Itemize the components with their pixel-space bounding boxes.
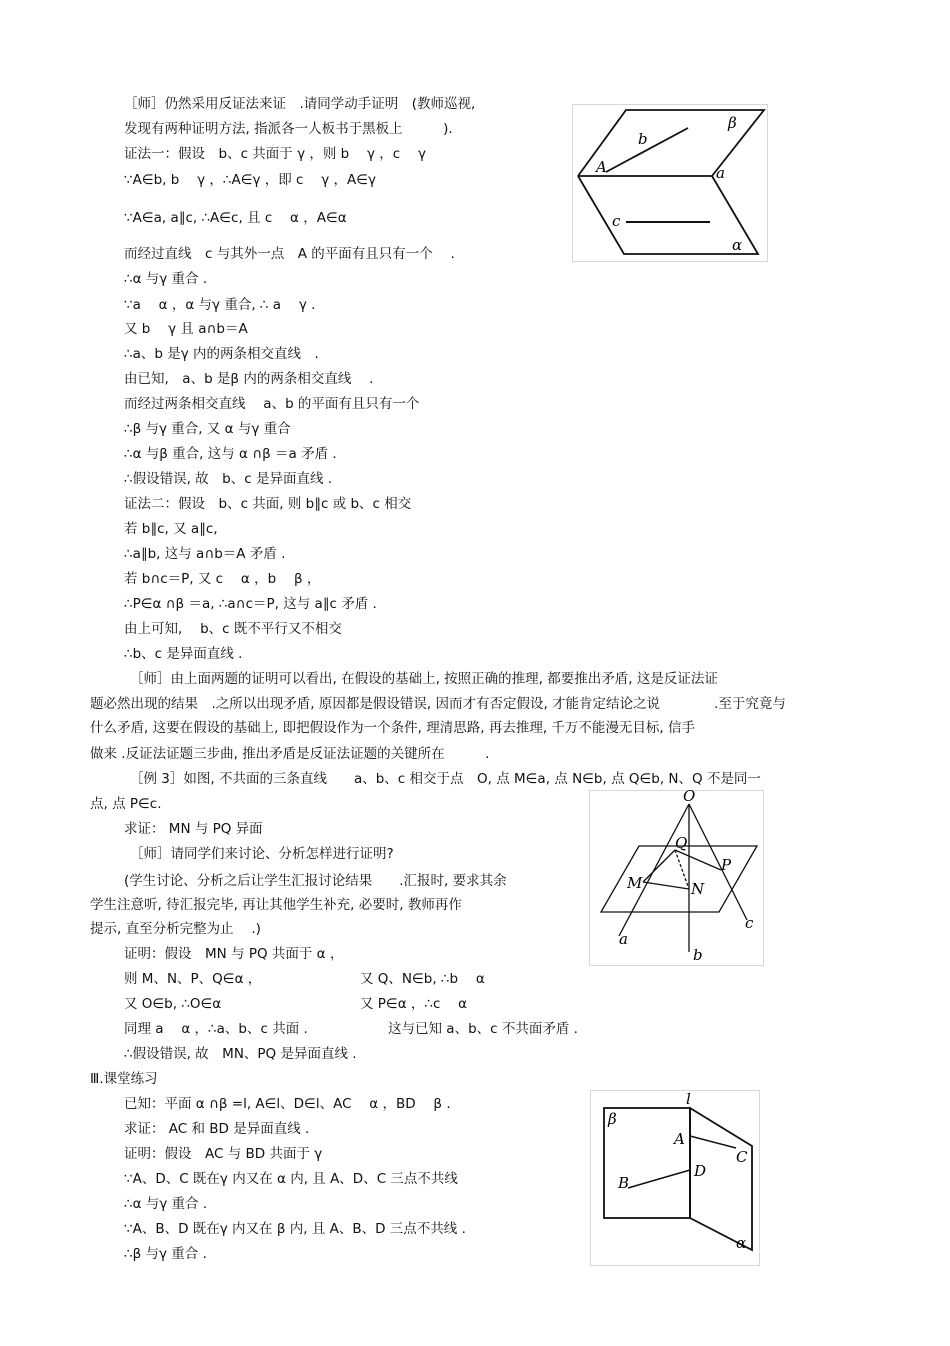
text-line: 证法二：假设 b、c 共面, 则 b∥c 或 b、c 相交 (124, 496, 412, 512)
fig2-label-a: a (619, 930, 628, 948)
text-line: 又 b γ 且 a∩b＝A (124, 321, 248, 337)
text-line: 学生注意听, 待汇报完毕, 再让其他学生补充, 必要时, 教师再作 (90, 897, 462, 913)
text-line: 若 b∥c, 又 a∥c, (124, 521, 218, 537)
figure-planes-abc (572, 104, 768, 262)
text-line: 证明：假设 MN 与 PQ 共面于 α ， (124, 946, 344, 962)
text-line: ∴α 与β 重合, 这与 α ∩β ＝a 矛盾 . (124, 446, 337, 462)
text-line: ∴P∈α ∩β ＝a, ∴a∩c＝P, 这与 a∥c 矛盾 . (124, 596, 377, 612)
text-line: 已知：平面 α ∩β =l, A∈l、D∈l、AC α ，BD β . (124, 1096, 451, 1112)
figure-example-3 (589, 790, 764, 966)
fig2-label-N: N (691, 880, 705, 898)
fig2-label-P: P (721, 856, 732, 874)
text-line: 由上可知, b、c 既不平行又不相交 (124, 621, 342, 637)
fig1-label-A: A (596, 158, 607, 176)
fig3-label-beta: β (608, 1110, 617, 1128)
text-line: 点, 点 P∈c. (90, 796, 162, 812)
text-line: 又 P∈α ，∴c α (360, 996, 468, 1012)
text-line: ∴α 与γ 重合 . (124, 271, 208, 287)
text-line: ［例 3］如图, 不共面的三条直线 a、b、c 相交于点 O, 点 M∈a, 点 N∈b, 点 Q∈b, N、Q 不是同一 (130, 771, 761, 787)
text-line: ∵A、D、C 既在γ 内又在 α 内, 且 A、D、C 三点不共线 (124, 1171, 458, 1187)
text-line: 求证： AC 和 BD 是异面直线 . (124, 1121, 310, 1137)
fig2-label-b: b (693, 946, 703, 964)
fig3-label-B: B (618, 1174, 630, 1192)
text-line: 做来 .反证法证题三步曲, 推出矛盾是反证法证题的关键所在 . (90, 746, 490, 762)
text-line: 提示, 直至分析完整为止 .) (90, 921, 261, 937)
text-line: ∵A、B、D 既在γ 内又在 β 内, 且 A、B、D 三点不共线 . (124, 1221, 466, 1237)
fig3-label-alpha: α (736, 1234, 747, 1252)
text-line: 则 M、N、P、Q∈α ， (124, 971, 262, 987)
figure-practice (590, 1090, 760, 1266)
fig1-label-a: a (716, 164, 725, 182)
text-line: ∴α 与γ 重合 . (124, 1196, 208, 1212)
text-line: ［师］请同学们来讨论、分析怎样进行证明? (130, 846, 394, 862)
text-line: 发现有两种证明方法, 指派各一人板书于黑板上 ). (124, 121, 453, 137)
text-line: 什么矛盾, 这要在假设的基础上, 即把假设作为一个条件, 理清思路, 再去推理, 千万不能漫无目标, 信手 (90, 720, 695, 736)
text-line: 题必然出现的结果 .之所以出现矛盾, 原因都是假设错误, 因而才有否定假设, 才能肯定结论之说 .至于究竟与 (90, 696, 786, 712)
text-line: ∴假设错误, 故 b、c 是异面直线 . (124, 471, 333, 487)
text-line: ∴β 与γ 重合, 又 α 与γ 重合 (124, 421, 291, 437)
fig2-label-c: c (745, 914, 754, 932)
text-line: 这与已知 a、b、c 不共面矛盾 . (388, 1021, 578, 1037)
text-line: (学生讨论、分析之后让学生汇报讨论结果 .汇报时, 要求其余 (124, 873, 507, 889)
text-line: ∴假设错误, 故 MN、PQ 是异面直线 . (124, 1046, 357, 1062)
fig3-label-l: l (686, 1090, 691, 1108)
text-line: ∴b、c 是异面直线 . (124, 646, 243, 662)
text-line: ［师］由上面两题的证明可以看出, 在假设的基础上, 按照正确的推理, 都要推出矛盾, 这是反证法证 (130, 671, 718, 687)
text-line: 证明：假设 AC 与 BD 共面于 γ (124, 1146, 323, 1162)
fig2-label-M: M (627, 874, 643, 892)
fig2-label-Q: Q (675, 834, 688, 852)
text-line: ∴a、b 是γ 内的两条相交直线 . (124, 346, 319, 362)
text-line: ∵A∈b, b γ ，∴A∈γ ，即 c γ ，A∈γ (124, 172, 377, 188)
text-line: ［师］仍然采用反证法来证 .请同学动手证明 (教师巡视, (124, 96, 476, 112)
text-line: 若 b∩c＝P, 又 c α ，b β ， (124, 571, 321, 587)
text-line: 又 O∈b, ∴O∈α (124, 996, 222, 1012)
fig1-label-c: c (612, 212, 621, 230)
fig3-label-A: A (674, 1130, 685, 1148)
text-line: 由已知, a、b 是β 内的两条相交直线 . (124, 371, 374, 387)
text-line: ∴a∥b, 这与 a∩b＝A 矛盾 . (124, 546, 286, 562)
fig1-label-b: b (638, 130, 648, 148)
text-line: 求证： MN 与 PQ 异面 (124, 821, 263, 837)
fig1-label-beta: β (728, 114, 737, 132)
text-line: 而经过两条相交直线 a、b 的平面有且只有一个 (124, 396, 420, 412)
fig1-label-alpha: α (732, 236, 743, 254)
text-line: ∵a α ，α 与γ 重合, ∴ a γ . (124, 297, 316, 313)
text-line: 而经过直线 c 与其外一点 A 的平面有且只有一个 . (124, 246, 455, 262)
fig2-label-O: O (683, 790, 696, 805)
text-line: 证法一：假设 b、c 共面于 γ ，则 b γ ，c γ (124, 146, 426, 162)
text-line: 又 Q、N∈b, ∴b α (360, 971, 485, 987)
fig3-label-C: C (736, 1148, 748, 1166)
text-line: ∵A∈a, a∥c, ∴A∈c, 且 c α ，A∈α (124, 210, 347, 226)
text-line: ∴β 与γ 重合 . (124, 1246, 207, 1262)
text-line: 同理 a α ，∴a、b、c 共面 . (124, 1021, 308, 1037)
fig3-label-D: D (694, 1162, 707, 1180)
text-line: Ⅲ.课堂练习 (90, 1071, 158, 1087)
